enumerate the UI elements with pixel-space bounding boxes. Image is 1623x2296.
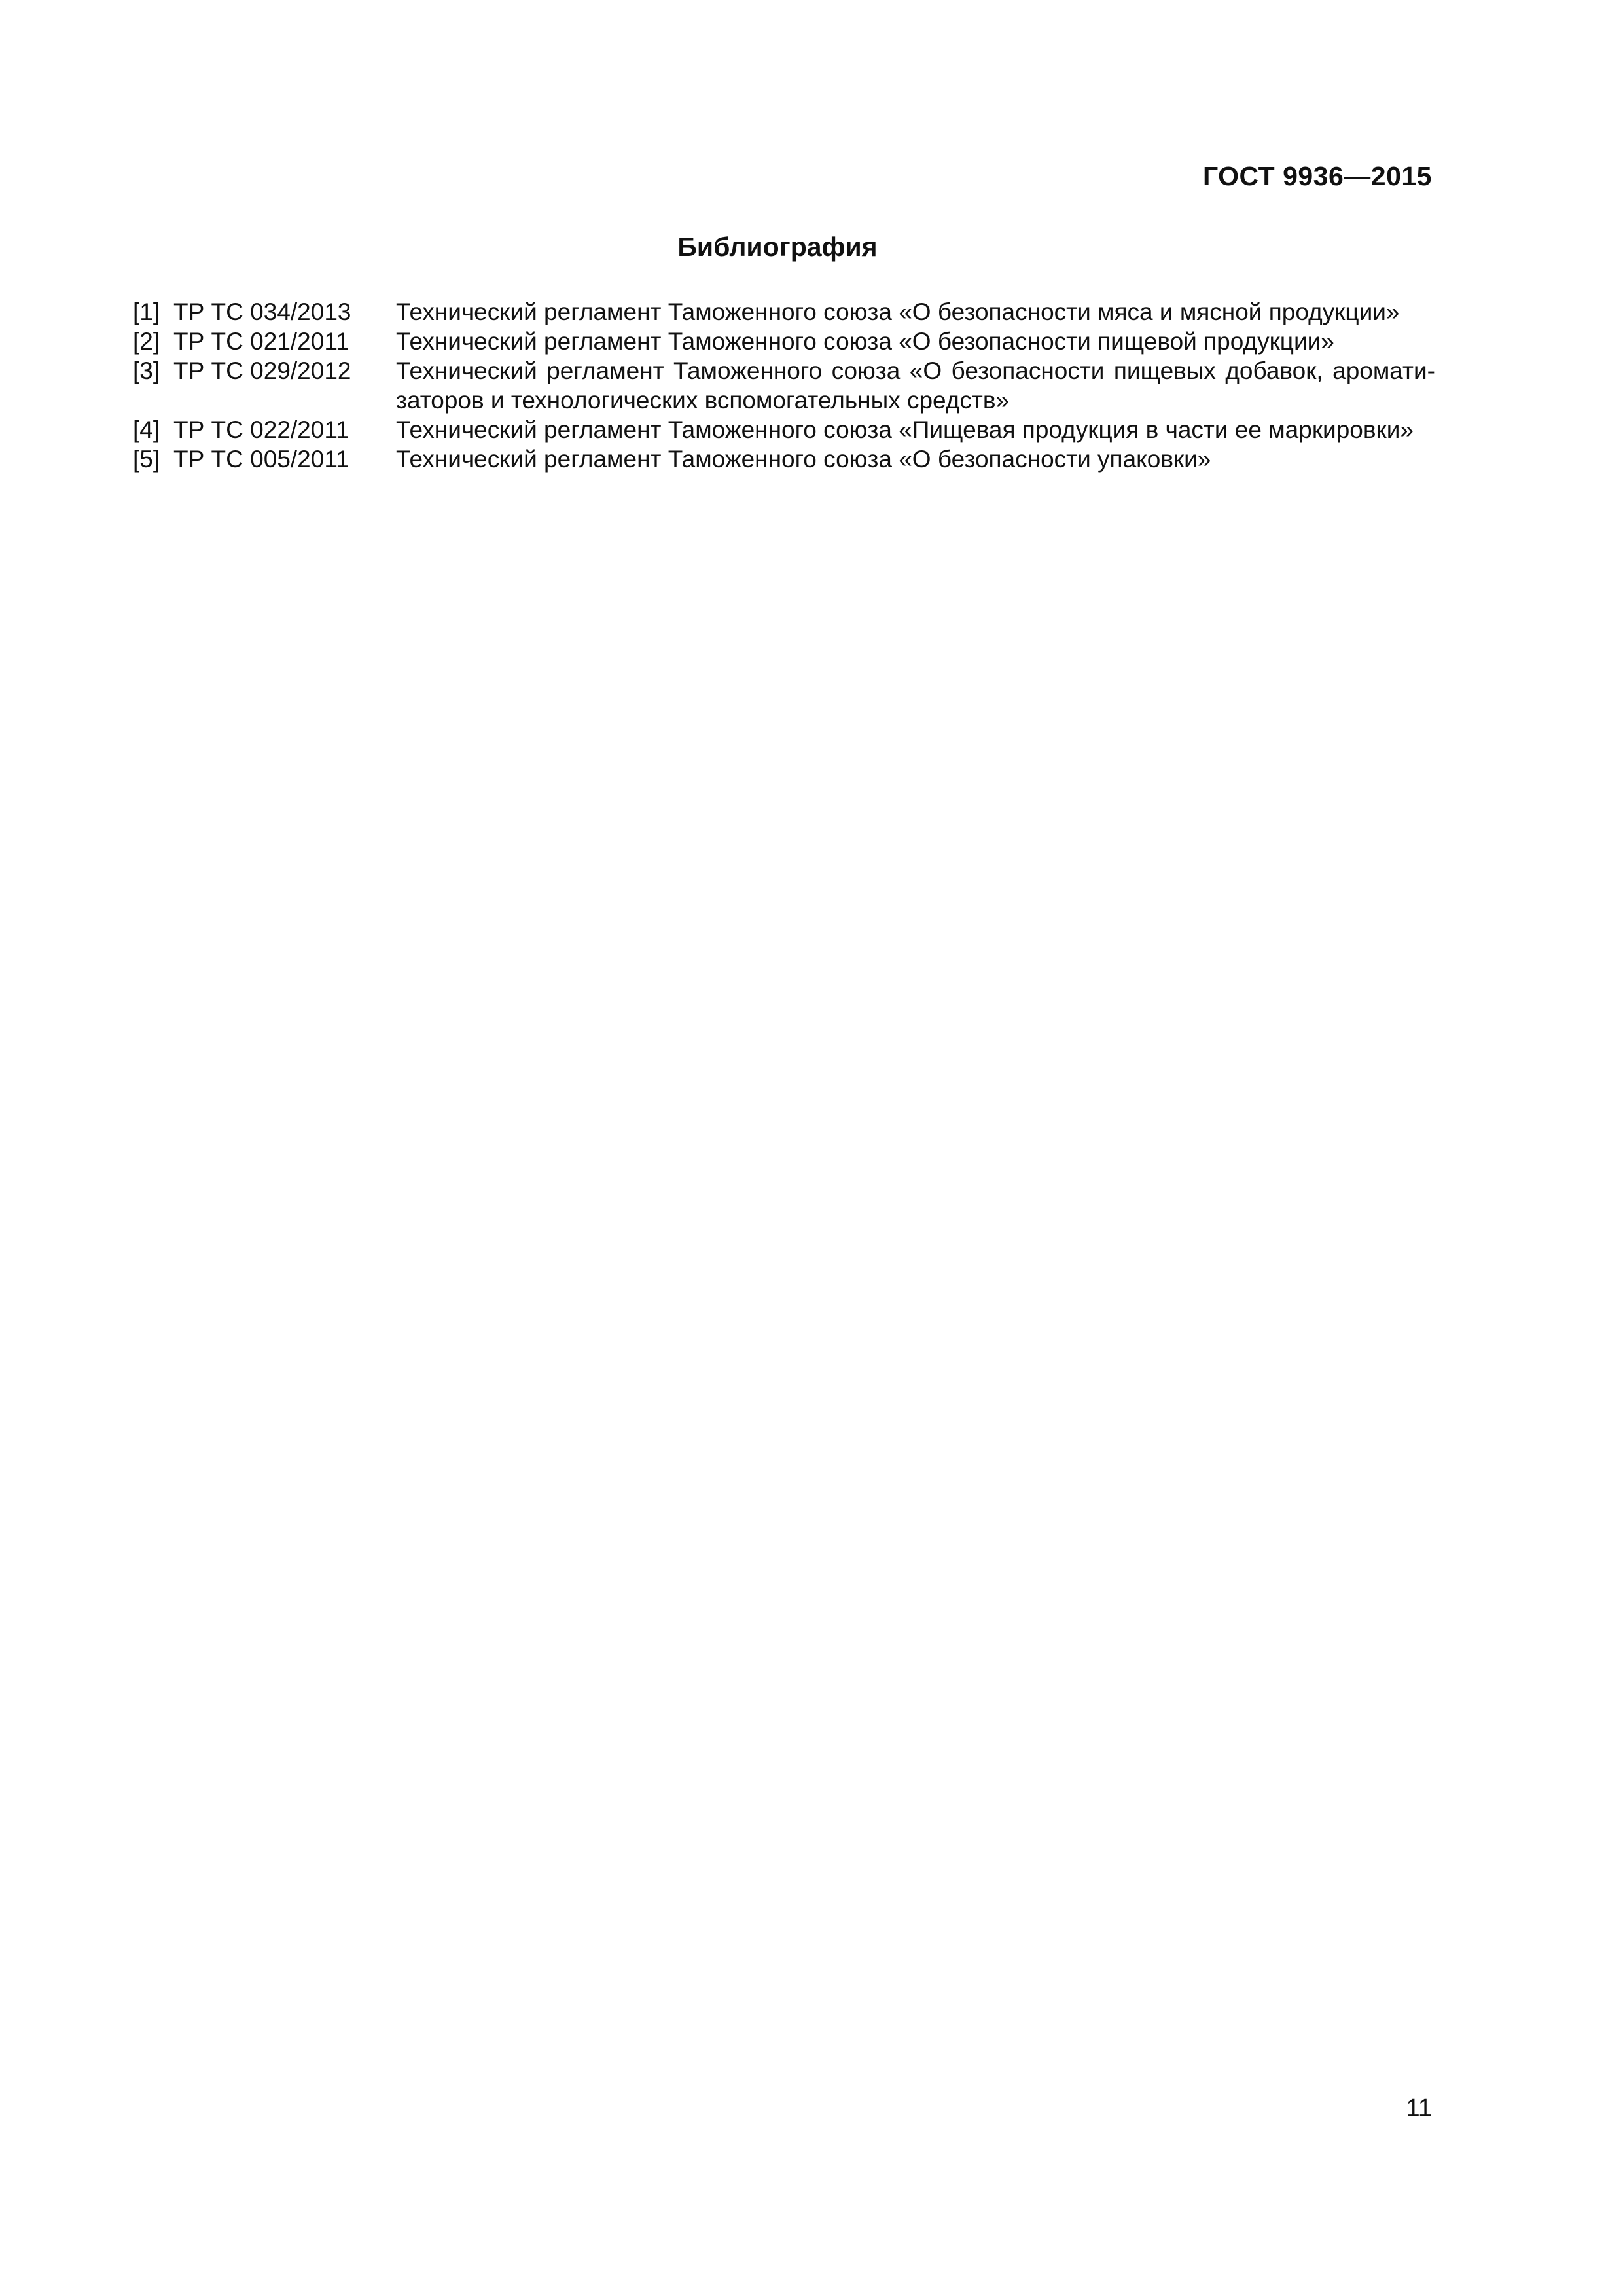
bibliography-entry <box>133 444 1435 474</box>
page-number: 11 <box>1406 2094 1432 2122</box>
entry-title-line: Технический регламент Таможенного союза «Пищевая продукция в части ее маркировки» <box>396 416 1414 443</box>
entry-title <box>396 356 1435 415</box>
entry-document-code: ТР ТС 029/2012 <box>173 357 351 384</box>
entry-title-line: Технический регламент Таможенного союза «О безопасности пищевой продукции» <box>396 328 1334 355</box>
entry-number: [2] <box>133 328 160 355</box>
entry-title-line: заторов и технологических вспомогательных средств» <box>396 387 1010 414</box>
entry-number: [1] <box>133 298 160 325</box>
bibliography-entry <box>133 415 1435 444</box>
entry-title <box>396 327 1435 356</box>
standard-code: ГОСТ 9936—2015 <box>1202 161 1432 191</box>
entry-number: [3] <box>133 357 160 384</box>
bibliography-entry <box>133 297 1435 327</box>
entry-document-code: ТР ТС 005/2011 <box>173 446 349 473</box>
entry-title-line: Технический регламент Таможенного союза «О безопасности упаковки» <box>396 446 1211 473</box>
bibliography-list <box>133 297 1435 474</box>
entry-document-code: ТР ТС 034/2013 <box>173 298 351 325</box>
entry-title <box>396 297 1435 327</box>
entry-title-line: Технический регламент Таможенного союза «О безопасности пищевых добавок, аромати- <box>396 357 1435 384</box>
entry-title-line: Технический регламент Таможенного союза «О безопасности мяса и мясной продукции» <box>396 298 1400 325</box>
entry-number: [5] <box>133 446 160 473</box>
section-heading: Библиография <box>677 232 878 262</box>
bibliography-entry <box>133 356 1435 415</box>
bibliography-entry <box>133 327 1435 356</box>
entry-title <box>396 444 1435 474</box>
entry-number: [4] <box>133 416 160 443</box>
entry-document-code: ТР ТС 021/2011 <box>173 328 349 355</box>
entry-title <box>396 415 1435 444</box>
entry-document-code: ТР ТС 022/2011 <box>173 416 349 443</box>
